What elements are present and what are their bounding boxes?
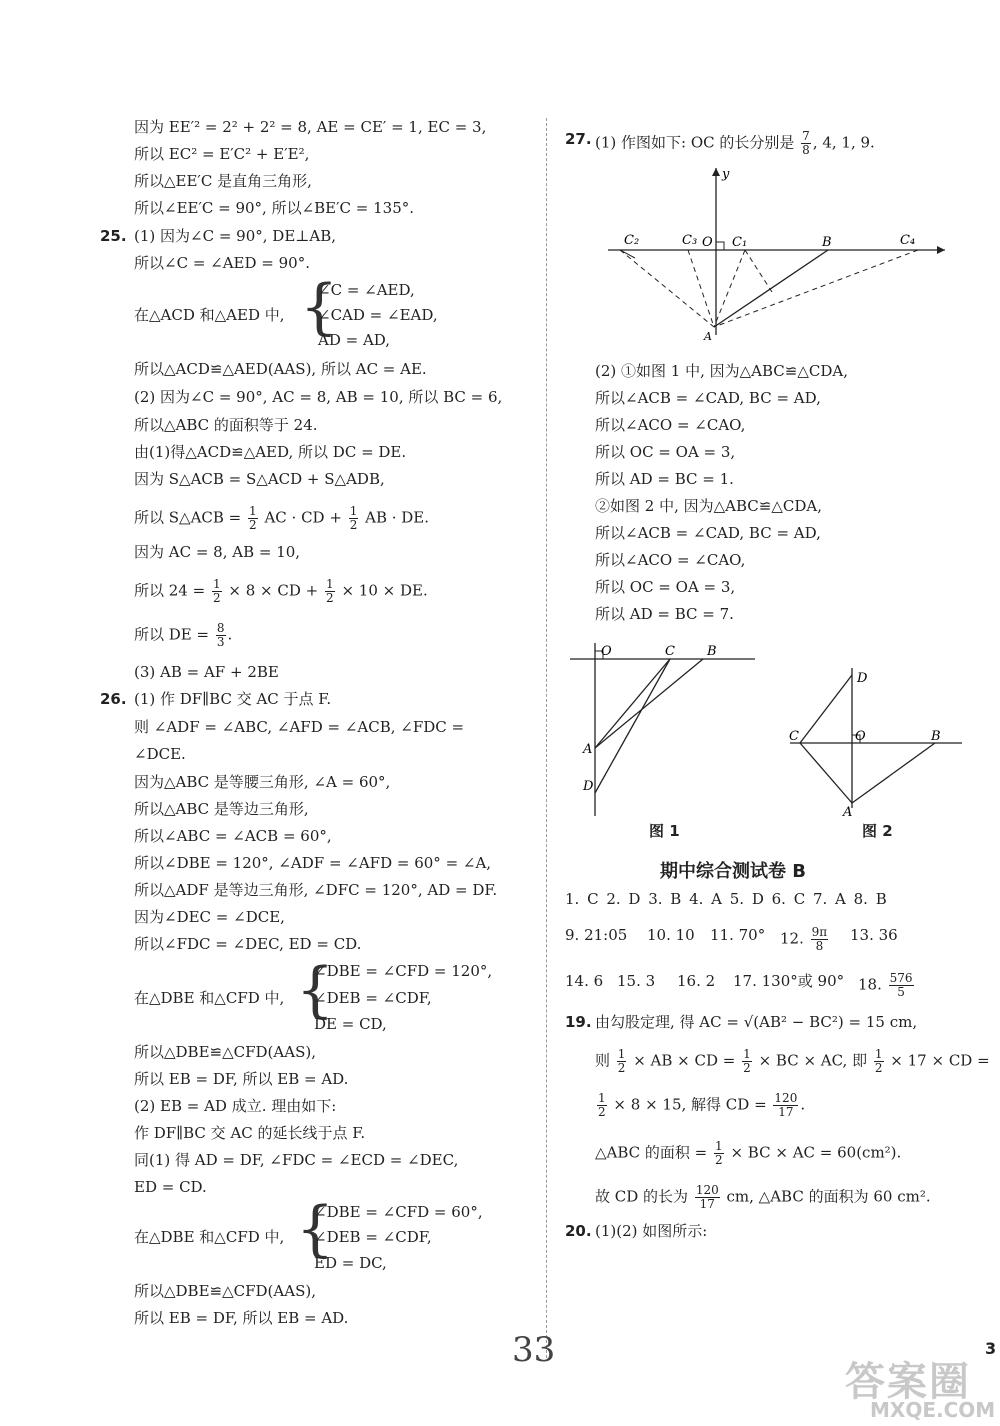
text-line: 因为 EE′² = 2² + 2² = 8, AE = CE′ = 1, EC = 3, <box>134 118 487 136</box>
fraction: $\frac{1}{2}$ <box>715 1139 723 1167</box>
question-number-19: 19. <box>565 1013 592 1031</box>
answer: 16. 2 <box>677 972 716 990</box>
text-line: 在△ACD 和△AED 中, <box>134 306 285 324</box>
text-line: (2) ①如图 1 中, 因为△ABC≌△CDA, <box>595 362 848 380</box>
question-number-25: 25. <box>100 227 127 245</box>
label-c2: C₂ <box>624 233 640 248</box>
page-number: 3 <box>985 1339 997 1358</box>
fraction: $\frac{1}{2}$ <box>617 1047 626 1075</box>
coordinate-figure <box>600 160 950 340</box>
label-a: A <box>843 805 853 820</box>
column-divider <box>546 118 547 1358</box>
figure-2-caption: 图 2 <box>862 822 893 840</box>
text-line: 所以∠ACB = ∠CAD, BC = AD, <box>595 389 821 407</box>
text-line: 所以△ACD≌△AED(AAS), 所以 AC = AE. <box>134 360 427 378</box>
label-y: y <box>722 167 730 182</box>
text-line: (1) 因为∠C = 90°, DE⊥AB, <box>134 227 336 245</box>
question-number-26: 26. <box>100 690 127 708</box>
answer-18: 18. $\frac{576}{5}$ <box>858 971 913 999</box>
formula-line: 所以 24 = $\frac{1}{2}$ × 8 × CD + $\frac{1}{2}$ × 10 × DE. <box>134 577 428 605</box>
watermark-logo: 答案圈 <box>845 1359 971 1405</box>
answer: 9. 21:05 <box>565 926 628 944</box>
answer: 17. 130°或 90° <box>733 972 845 990</box>
condition: AD = AD, <box>318 331 391 349</box>
text-line: 所以∠ACO = ∠CAO, <box>595 416 746 434</box>
condition: ∠DEB = ∠CDF, <box>314 1228 432 1246</box>
answer-12: 12. $\frac{9\pi}{8}$ <box>780 925 828 953</box>
label-b: B <box>822 235 832 250</box>
answer: 10. 10 <box>647 926 695 944</box>
text-line: 所以 EC² = E′C² + E′E², <box>134 145 310 163</box>
condition: ED = DC, <box>314 1254 387 1272</box>
text-line: (1)(2) 如图所示: <box>595 1222 708 1240</box>
label-a: A <box>704 330 712 340</box>
text-line: (3) AB = AF + 2BE <box>134 663 279 681</box>
fraction: $\frac{7}{8}$ <box>802 129 810 157</box>
fraction: $\frac{1}{2}$ <box>249 504 257 532</box>
text-line: (1) 作 DF∥BC 交 AC 于点 F. <box>134 690 332 708</box>
text-line: 所以∠ABC = ∠ACB = 60°, <box>134 827 332 845</box>
text-line: 所以 OC = OA = 3, <box>595 443 736 461</box>
label-b: B <box>707 644 717 659</box>
text-line: 所以∠ACB = ∠CAD, BC = AD, <box>595 524 821 542</box>
figure-1 <box>565 638 760 818</box>
fraction: $\frac{1}{2}$ <box>743 1047 751 1075</box>
text-line: 所以 EB = DF, 所以 EB = AD. <box>134 1070 349 1088</box>
brace: { <box>296 1194 335 1264</box>
formula-line: 所以 S△ACB = $\frac{1}{2}$ AC · CD + $\frac{1}{2}$ AB · DE. <box>134 504 430 532</box>
text-line: 则 ∠ADF = ∠ABC, ∠AFD = ∠ACB, ∠FDC = <box>134 718 465 736</box>
label-c3: C₃ <box>682 233 698 248</box>
text-line: 所以 AD = BC = 1. <box>595 470 734 488</box>
fraction: $\frac{1}{2}$ <box>874 1047 883 1075</box>
text-line: 因为 S△ACB = S△ACD + S△ADB, <box>134 470 385 488</box>
text-line: 因为△ABC 是等腰三角形, ∠A = 60°, <box>134 773 391 791</box>
question-number-20: 20. <box>565 1222 592 1240</box>
label-d: D <box>857 671 868 686</box>
condition: ∠DBE = ∠CFD = 120°, <box>314 962 493 980</box>
text-line: 作 DF∥BC 交 AC 的延长线于点 F. <box>134 1124 366 1142</box>
text-line: 由(1)得△ACD≌△AED, 所以 DC = DE. <box>134 443 407 461</box>
fraction: $\frac{120}{17}$ <box>695 1183 719 1211</box>
text-line: 所以△ADF 是等边三角形, ∠DFC = 120°, AD = DF. <box>134 881 498 899</box>
text-line: 所以 OC = OA = 3, <box>595 578 736 596</box>
fraction: $\frac{576}{5}$ <box>889 971 913 999</box>
answer: 13. 36 <box>850 926 898 944</box>
condition: ∠DEB = ∠CDF, <box>314 989 432 1007</box>
text-line: 由勾股定理, 得 AC = √(AB² − BC²) = 15 cm, <box>595 1013 918 1031</box>
condition: ∠C = ∠AED, <box>318 281 415 299</box>
label-c1: C₁ <box>732 235 748 250</box>
text-line: 所以△ABC 是等边三角形, <box>134 800 309 818</box>
fraction: $\frac{120}{17}$ <box>774 1091 798 1119</box>
text-line: 同(1) 得 AD = DF, ∠FDC = ∠ECD = ∠DEC, <box>134 1151 459 1169</box>
text-line: 在△DBE 和△CFD 中, <box>134 1228 285 1246</box>
formula-line: (1) 作图如下: OC 的长分别是 $\frac{7}{8}$ , 4, 1, 9. <box>595 129 875 157</box>
text-line: 所以△EE′C 是直角三角形, <box>134 172 312 190</box>
watermark-url: MXQE.COM <box>870 1398 996 1422</box>
label-b: B <box>931 729 941 744</box>
text-line: ED = CD. <box>134 1178 207 1196</box>
answer-row: 1. C 2. D 3. B 4. A 5. D 6. C 7. A 8. B <box>565 890 887 908</box>
brace: { <box>300 272 339 342</box>
answer: 14. 6 <box>565 972 604 990</box>
brace: { <box>296 955 335 1025</box>
text-line: 所以∠FDC = ∠DEC, ED = CD. <box>134 935 362 953</box>
condition: DE = CD, <box>314 1015 387 1033</box>
formula-line: 故 CD 的长为 $\frac{120}{17}$ cm, △ABC 的面积为 60 cm². <box>595 1183 931 1211</box>
figure-2 <box>785 660 965 820</box>
formula-line: 则 $\frac{1}{2}$ × AB × CD = $\frac{1}{2}$ × BC × AC, 即 $\frac{1}{2}$ × 17 × CD = <box>595 1047 990 1075</box>
text-line: 所以△DBE≌△CFD(AAS), <box>134 1043 316 1061</box>
text-line: 因为 AC = 8, AB = 10, <box>134 543 301 561</box>
formula-line: $\frac{1}{2}$ × 8 × 15, 解得 CD = $\frac{120}{17}$ . <box>598 1091 806 1119</box>
text-line: 所以 AD = BC = 7. <box>595 605 734 623</box>
text-line: 所以△DBE≌△CFD(AAS), <box>134 1282 316 1300</box>
label-c4: C₄ <box>900 233 916 248</box>
text-line: 因为∠DEC = ∠DCE, <box>134 908 285 926</box>
answer: 11. 70° <box>710 926 766 944</box>
text-line: 所以∠C = ∠AED = 90°. <box>134 254 310 272</box>
condition: ∠DBE = ∠CFD = 60°, <box>314 1203 483 1221</box>
label-a: A <box>583 742 593 757</box>
text-line: ②如图 2 中, 因为△ABC≌△CDA, <box>595 497 822 515</box>
text-line: 所以∠ACO = ∠CAO, <box>595 551 746 569</box>
formula-line: 所以 DE = $\frac{8}{3}$ . <box>134 621 233 649</box>
text-line: 所以∠EE′C = 90°, 所以∠BE′C = 135°. <box>134 199 415 217</box>
label-d: D <box>583 779 594 794</box>
condition: ∠CAD = ∠EAD, <box>318 306 438 324</box>
fraction: $\frac{9\pi}{8}$ <box>811 925 828 953</box>
answer: 15. 3 <box>617 972 656 990</box>
label-c: C <box>665 644 675 659</box>
section-title: 期中综合测试卷 B <box>660 861 806 882</box>
text-line: 所以∠DBE = 120°, ∠ADF = ∠AFD = 60° = ∠A, <box>134 854 492 872</box>
label-o: O <box>855 729 866 744</box>
text-line: (2) EB = AD 成立. 理由如下: <box>134 1097 337 1115</box>
formula-line: △ABC 的面积 = $\frac{1}{2}$ × BC × AC = 60(cm²). <box>595 1139 902 1167</box>
text-line: 所以 EB = DF, 所以 EB = AD. <box>134 1309 349 1327</box>
question-number-27: 27. <box>565 130 592 148</box>
fraction: $\frac{1}{2}$ <box>598 1091 606 1119</box>
label-o: O <box>601 644 612 659</box>
fraction: $\frac{8}{3}$ <box>216 621 225 649</box>
text-line: (2) 因为∠C = 90°, AC = 8, AB = 10, 所以 BC = 6, <box>134 388 503 406</box>
figure-1-caption: 图 1 <box>649 822 680 840</box>
text-line: 所以△ABC 的面积等于 24. <box>134 416 318 434</box>
fraction: $\frac{1}{2}$ <box>326 577 334 605</box>
label-o: O <box>702 235 713 250</box>
label-c: C <box>789 729 799 744</box>
text-line: 在△DBE 和△CFD 中, <box>134 989 285 1007</box>
handwritten-page-number: 33 <box>512 1330 556 1370</box>
fraction: $\frac{1}{2}$ <box>212 577 221 605</box>
text-line: ∠DCE. <box>134 745 186 763</box>
fraction: $\frac{1}{2}$ <box>349 504 358 532</box>
